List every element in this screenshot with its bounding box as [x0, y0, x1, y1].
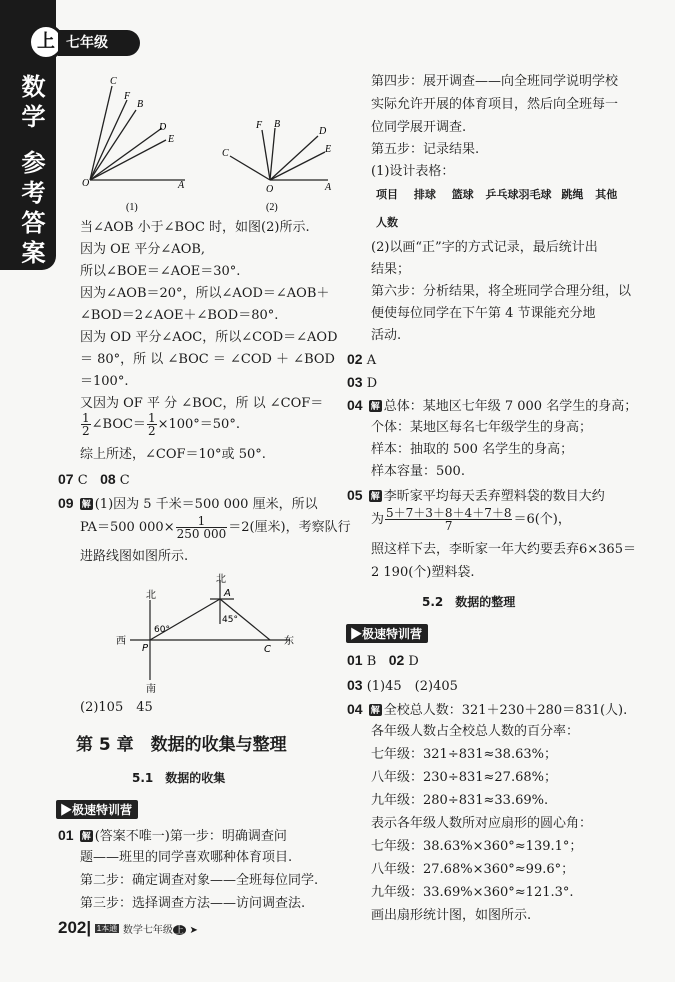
solution-badge: 解: [81, 831, 91, 841]
angle-figure: [70, 70, 350, 220]
right-line-1: 第四步：展开调查——向全班同学说明学校: [371, 74, 619, 89]
angle-45-label: 45°: [222, 615, 238, 625]
fig1-label-b: B: [137, 99, 144, 110]
q07-answer: C: [77, 473, 88, 488]
solution-badge: 解: [370, 705, 380, 715]
q04-line-3: 样本：抽取的 500 名学生的身高；: [371, 442, 574, 457]
q05-line-2: 为 $\frac{5+7+3+8+4+7+8}{7}$ ＝6(个)，: [371, 506, 571, 533]
left-line-5: ∠BOD＝2∠AOE＋∠BOD＝80°.: [80, 308, 279, 323]
side-banner: [0, 0, 56, 270]
q09-pre: PA＝500 000×: [80, 520, 175, 535]
s52-q04-line-7: 七年级：38.63%×360°≈139.1°；: [371, 839, 583, 854]
solution-badge: 解: [370, 401, 380, 411]
s51-q01-line-4: 第三步：选择调查方法——访问调查法.: [80, 896, 306, 911]
right-line-3: 位同学展开调查.: [371, 120, 467, 135]
s52-q04-line-5: 九年级：280÷831≈33.69%.: [371, 793, 549, 808]
fraction-half-b: $\frac{1}{2}$: [147, 411, 156, 438]
s52-q04-line-8: 八年级：27.68%×360°≈99.6°；: [371, 862, 575, 877]
q09-line-1: [58, 494, 318, 514]
fig1-label-a: A: [178, 180, 185, 191]
right-line-7: 结果；: [371, 262, 411, 277]
left-line-7: ＝ 80°，所 以 ∠BOC ＝ ∠COD ＋ ∠BOD: [80, 352, 335, 367]
s52-q04-line-9: 九年级：33.69%×360°≈121.3°.: [371, 885, 574, 900]
s51-q01-number: 01: [58, 827, 74, 843]
average-fraction: $\frac{5+7+3+8+4+7+8}{7}$: [386, 506, 512, 533]
book-title: 数学七年级: [122, 925, 173, 936]
cof-equation: [80, 412, 240, 438]
survey-table: [376, 186, 617, 230]
fig2-label-f: F: [256, 120, 263, 131]
q09-text-1: (1)因为 5 千米＝500 000 厘米，所以: [94, 497, 318, 512]
q07-number: 07: [58, 471, 74, 487]
left-line-1: 当∠AOB 小于∠BOC 时，如图(2)所示.: [80, 220, 310, 235]
tag-arrow-icon: ▶: [350, 627, 363, 641]
table-row: 人数: [376, 216, 398, 229]
q05-line-3: 照这样下去，李昕家一年大约要丢弃6×365＝: [371, 542, 636, 557]
fig1-label-o: O: [82, 178, 90, 189]
point-p-label: P: [142, 643, 149, 654]
training-tag-2: ▶极速特训营: [346, 624, 428, 643]
left-line-9: 又因为 OF 平 分 ∠BOC，所 以 ∠COF＝: [80, 396, 324, 411]
s51-q01-line-2: 题——班里的同学喜欢哪种体育项目.: [80, 850, 293, 865]
page-footer: 202| 1本通 数学七年级 上 ➤: [58, 918, 198, 937]
table-header-row: 项目 排球 篮球 乒乓球羽毛球 跳绳 其他: [376, 188, 618, 201]
left-line-2: 因为 OE 平分∠AOB,: [80, 242, 206, 257]
point-a-label: A: [224, 588, 231, 599]
q08-answer: C: [119, 473, 130, 488]
west-label: 西: [116, 636, 126, 647]
s52-q04-line-1: 04 解 全校总人数：321＋230＋280＝831(人).: [347, 701, 628, 718]
q04-line-2: 个体：某地区每名七年级学生的身高；: [371, 420, 593, 435]
right-line-8: 第六步：分析结果，将全班同学合理分组，以: [371, 284, 632, 299]
figure-2: [230, 128, 328, 180]
s51-q01-line-3: 第二步：确定调查对象——全班每位同学.: [80, 873, 319, 888]
fig2-label-a: A: [325, 182, 332, 193]
s52-q04-line-2: 各年级人数占全校总人数的百分率：: [371, 724, 580, 739]
right-line-10: 活动.: [371, 328, 402, 343]
q04-line-4: 样本容量：500.: [371, 464, 465, 479]
s52-q04-line-6: 表示各年级人数所对应扇形的圆心角：: [371, 816, 593, 831]
scale-fraction: $\frac{1}{250 000}$: [176, 514, 227, 541]
fig1-label-f: F: [124, 91, 131, 102]
page-number: 202: [58, 918, 87, 937]
brand-logo: 1本通: [96, 924, 118, 933]
arrow-icon: ➤: [189, 925, 198, 936]
q08-number: 08: [100, 471, 116, 487]
q04-line-1: 04 解 总体：某地区七年级 7 000 名学生的身高；: [347, 397, 638, 414]
fig2-label-c: C: [222, 148, 229, 159]
right-line-9: 便使每位同学在下午第 4 节课能充分地: [371, 306, 596, 321]
section-5-1-title: 5.1 数据的收集: [132, 771, 226, 785]
s52-q04-line-10: 画出扇形统计图，如图所示.: [371, 908, 532, 923]
q09-line-4: (2)105 45: [80, 700, 153, 715]
solution-badge: 解: [81, 499, 91, 509]
cof-mid: ∠BOC＝: [91, 417, 146, 432]
fig1-label-d: D: [159, 122, 167, 133]
s52-q01-02-row: 01 B 02 D: [347, 652, 419, 669]
subject-title: 数学: [17, 74, 45, 134]
left-line-6: 因为 OD 平分∠AOC，所以∠COD＝∠AOD: [80, 330, 338, 345]
grade-tab: [58, 30, 140, 56]
left-line-10: 综上所述，∠COF＝10°或 50°.: [80, 447, 266, 462]
fig1-label-e: E: [168, 134, 175, 145]
north-label: 北: [146, 590, 156, 601]
right-line-4: 第五步：记录结果.: [371, 142, 480, 157]
s52-q04-line-4: 八年级：230÷831≈27.68%；: [371, 770, 557, 785]
fraction-half-a: $\frac{1}{2}$: [82, 411, 90, 438]
volume-label: 上: [37, 31, 55, 52]
solution-badge: 解: [370, 491, 380, 501]
s51-q01-line-1: 01 解 (答案不唯一)第一步：明确调查问: [58, 827, 287, 844]
s52-q03-row: 03 (1)45 (2)405: [347, 677, 458, 694]
tag-arrow-icon: ▶: [60, 803, 73, 817]
book-volume: 上: [174, 925, 184, 935]
right-line-2: 实际允许开展的体育项目，然后向全班每一: [371, 97, 619, 112]
angle-60-label: 60°: [154, 625, 170, 635]
q05-line-4: 2 190(个)塑料袋.: [371, 565, 475, 580]
fig1-caption: (1): [126, 202, 138, 213]
q07-08-row: [58, 470, 130, 490]
q09-post: ＝2(厘米)，考察队行: [228, 520, 351, 535]
q09-line-2: [80, 514, 351, 542]
section-5-2-title: 5.2 数据的整理: [422, 595, 516, 609]
answers-title: 参考答案: [17, 150, 45, 270]
s52-q04-line-3: 七年级：321÷831≈38.63%；: [371, 747, 557, 762]
fig2-caption: (2): [266, 202, 278, 213]
right-line-6: (2)以画“正”字的方式记录，最后统计出: [371, 240, 598, 255]
cof-end: ×100°＝50°.: [157, 417, 240, 432]
q09-line-3: 进路线图如图所示.: [80, 549, 189, 564]
q03-row: 03 D: [347, 374, 378, 391]
east-label: 东: [284, 636, 294, 647]
q09-number: 09: [58, 495, 74, 511]
route-figure: [110, 572, 310, 694]
q02-row: 02 A: [347, 351, 377, 368]
left-line-4: 因为∠AOB＝20°，所以∠AOD＝∠AOB＋: [80, 286, 330, 301]
point-c-label: C: [264, 644, 271, 655]
fig1-label-c: C: [110, 76, 117, 87]
north-label-2: 北: [216, 574, 226, 585]
fig2-label-b: B: [274, 119, 281, 130]
fig2-label-o: O: [266, 184, 274, 195]
grade-label: 七年级: [66, 35, 108, 51]
right-line-5: (1)设计表格：: [371, 164, 455, 179]
chapter-title: 第 5 章 数据的收集与整理: [76, 735, 287, 755]
training-tag-1: ▶极速特训营: [56, 800, 138, 819]
q05-line-1: 05 解 李昕家平均每天丢弃塑料袋的数目大约: [347, 487, 605, 504]
fig2-label-d: D: [319, 126, 327, 137]
left-line-8: ＝100°.: [80, 374, 129, 389]
south-label: 南: [146, 684, 156, 694]
fig2-label-e: E: [325, 144, 332, 155]
left-line-3: 所以∠BOE＝∠AOE＝30°.: [80, 264, 241, 279]
